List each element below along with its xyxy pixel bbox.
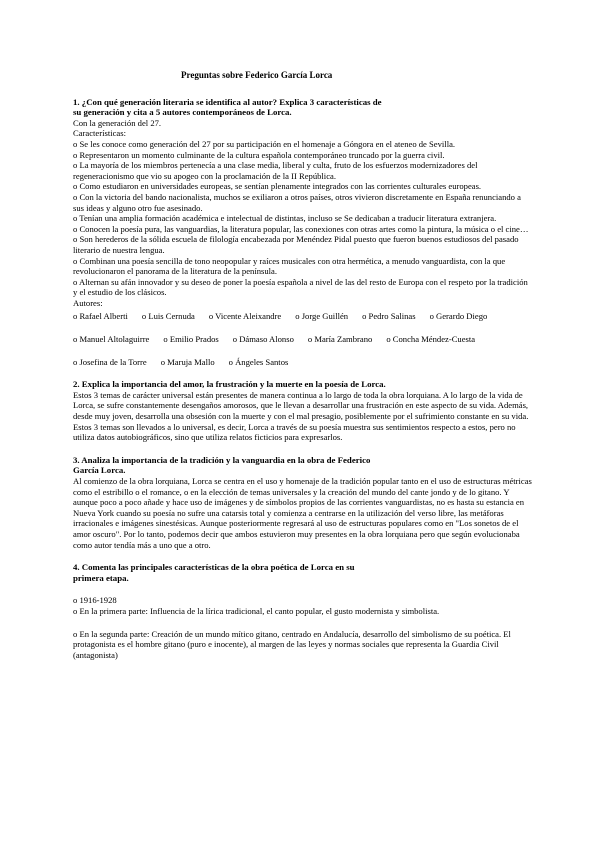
list-item: o Son herederos de la sólida escuela de filología encabezada por Menéndez Pidal puesto que fueron buenos estudiosos del pasado literario de nuestra lengua. <box>73 234 519 255</box>
question-1-heading: 1. ¿Con qué generación literaria se identifica al autor? Explica 3 características de <box>73 96 382 107</box>
question-3-heading-cont: García Lorca. <box>73 465 126 476</box>
list-item: o La mayoría de los miembros pertenecía a una clase media, liberal y culta, fruto de los esfuerzos modernizadores del regeneracionismo que vio su apogeo con la proclamación de la II República. <box>73 160 478 181</box>
list-item: o Como estudiaron en universidades europeas, se sentían plenamente integrados con las corrientes culturales europeas. <box>73 181 482 192</box>
list-item: o Tenían una amplia formación académica e intelectual de distintas, incluso se Se dedicaban a traducir literatura extranjera. <box>73 213 497 224</box>
list-item: o Alternan su afán innovador y su deseo de poner la poesía española a nivel de las del resto de Europa con el respeto por la tradición y el estudio de los clásicos. <box>73 276 528 298</box>
author-item: o Concha Méndez-Cuesta <box>386 334 476 345</box>
question-4-dates: o 1916-1928 <box>73 595 117 606</box>
author-item: o Manuel Altolaguirre <box>73 334 150 345</box>
list-item: o Combinan una poesía sencilla de tono neopopular y raíces musicales con otra hermética, a menudo vanguardista, con la que revolucionaron el panorama de la literatura de la península. <box>73 255 506 277</box>
list-item: o Conocen la poesía pura, las vanguardias, la literatura popular, las conexiones con otras artes como la pintura, la música o el cine… <box>73 223 529 234</box>
authors-label: Autores: <box>73 297 103 308</box>
author-item: o Luis Cernuda <box>141 311 195 322</box>
characteristics-label: Características: <box>73 128 126 139</box>
author-item: o Gerardo Diego <box>429 311 488 322</box>
question-3-heading: 3. Analiza la importancia de la tradición y la vanguardia en la obra de Federico <box>73 454 371 465</box>
question-4-heading: 4. Comenta las principales características de la obra poética de Lorca en su <box>73 562 355 573</box>
author-item: o Emilio Prados <box>163 334 219 345</box>
author-item: o Dámaso Alonso <box>232 334 294 345</box>
author-item: o Ángeles Santos <box>228 356 289 367</box>
document-title: Preguntas sobre Federico García Lorca <box>181 70 333 80</box>
authors-row <box>73 357 533 368</box>
question-2-body: Estos 3 temas de carácter universal están presentes de manera continua a lo largo de toda la obra lorquiana. A lo largo de la vida de Lorca, se sufre constantemente desengaños amorosos, que le llevan a desarrollar una frustración en este aspecto de su vida. Además, desde muy joven, desarrolla una obsesión con la muerte y con el mal presagio, posiblemente por el sufrimiento constante en su vida. Estos 3 temas son llevados a lo universal, es decir, Lorca a través de su poesía muestra sus sentimientos respecto a estos, pero no utiliza datos autobiográficos, sino que utiliza relatos ficticios para expresarlos. <box>73 389 529 443</box>
question-4-heading-cont: primera etapa. <box>73 572 129 583</box>
author-item: o Maruja Mallo <box>160 356 215 367</box>
question-1-heading-cont: su generación y cita a 5 autores contemporáneos de Lorca. <box>73 107 292 118</box>
question-4-item: o En la segunda parte: Creación de un mundo mítico gitano, centrado en Andalucía, desarrollo del simbolismo de su poética. El protagonista es el hombre gitano (puro e inocente), al margen de las leyes y normas sociales que representa la Guardia Civil (antagonista) <box>73 628 511 660</box>
question-2-heading: 2. Explica la importancia del amor, la frustración y la muerte en la poesía de Lorca. <box>73 379 386 390</box>
question-1-answer: Con la generación del 27. <box>73 117 162 128</box>
list-item: o Se les conoce como generación del 27 por su participación en el homenaje a Góngora en el ateneo de Sevilla. <box>73 138 456 149</box>
list-item: o Con la victoria del bando nacionalista, muchos se exiliaron a otros países, otros vivieron discretamente en España renunciando a sus ideas y alguno otro fue asesinado. <box>73 191 521 213</box>
author-item: o Vicente Aleixandre <box>208 311 282 322</box>
author-item: o Jorge Guillén <box>295 311 349 322</box>
question-4-item: o En la primera parte: Influencia de la lírica tradicional, el canto popular, el gusto modernista y simbolista. <box>73 605 440 616</box>
list-item: o Representaron un momento culminante de la cultura española contemporáneo truncado por la guerra civil. <box>73 149 445 160</box>
question-3-body: Al comienzo de la obra lorquiana, Lorca se centra en el uso y homenaje de la tradición popular tanto en el uso de estructuras métricas como el estribillo o el romance, o en la elección de temas universales y la creación del mundo del cante jondo y de lo gitano. Y aunque poco a poco añade y hace uso de imágenes y de símbolos propios de las corrientes vanguardistas, no es hasta su estancia en Nueva York cuando su poesía no sufre una catarsis total y comienza a centrarse en la utilización del verso libre, las metáforas irracionales e imágenes sinestésicas. Aunque posteriormente regresará al uso de estructuras populares como en "Los sonetos de el amor oscuro". Por lo tanto, podemos decir que ambos estuvieron muy presentes en la obra lorquiana pero que según evolucionaba como autor tendía más a uno que a otro. <box>73 476 532 550</box>
author-item: o Pedro Salinas <box>362 311 416 322</box>
authors-row <box>73 334 533 345</box>
document-content <box>73 70 533 660</box>
authors-row <box>73 311 533 322</box>
author-item: o Rafael Alberti <box>73 311 128 322</box>
author-item: o María Zambrano <box>307 334 373 345</box>
characteristics-list <box>73 139 533 298</box>
author-item: o Josefina de la Torre <box>73 356 147 367</box>
